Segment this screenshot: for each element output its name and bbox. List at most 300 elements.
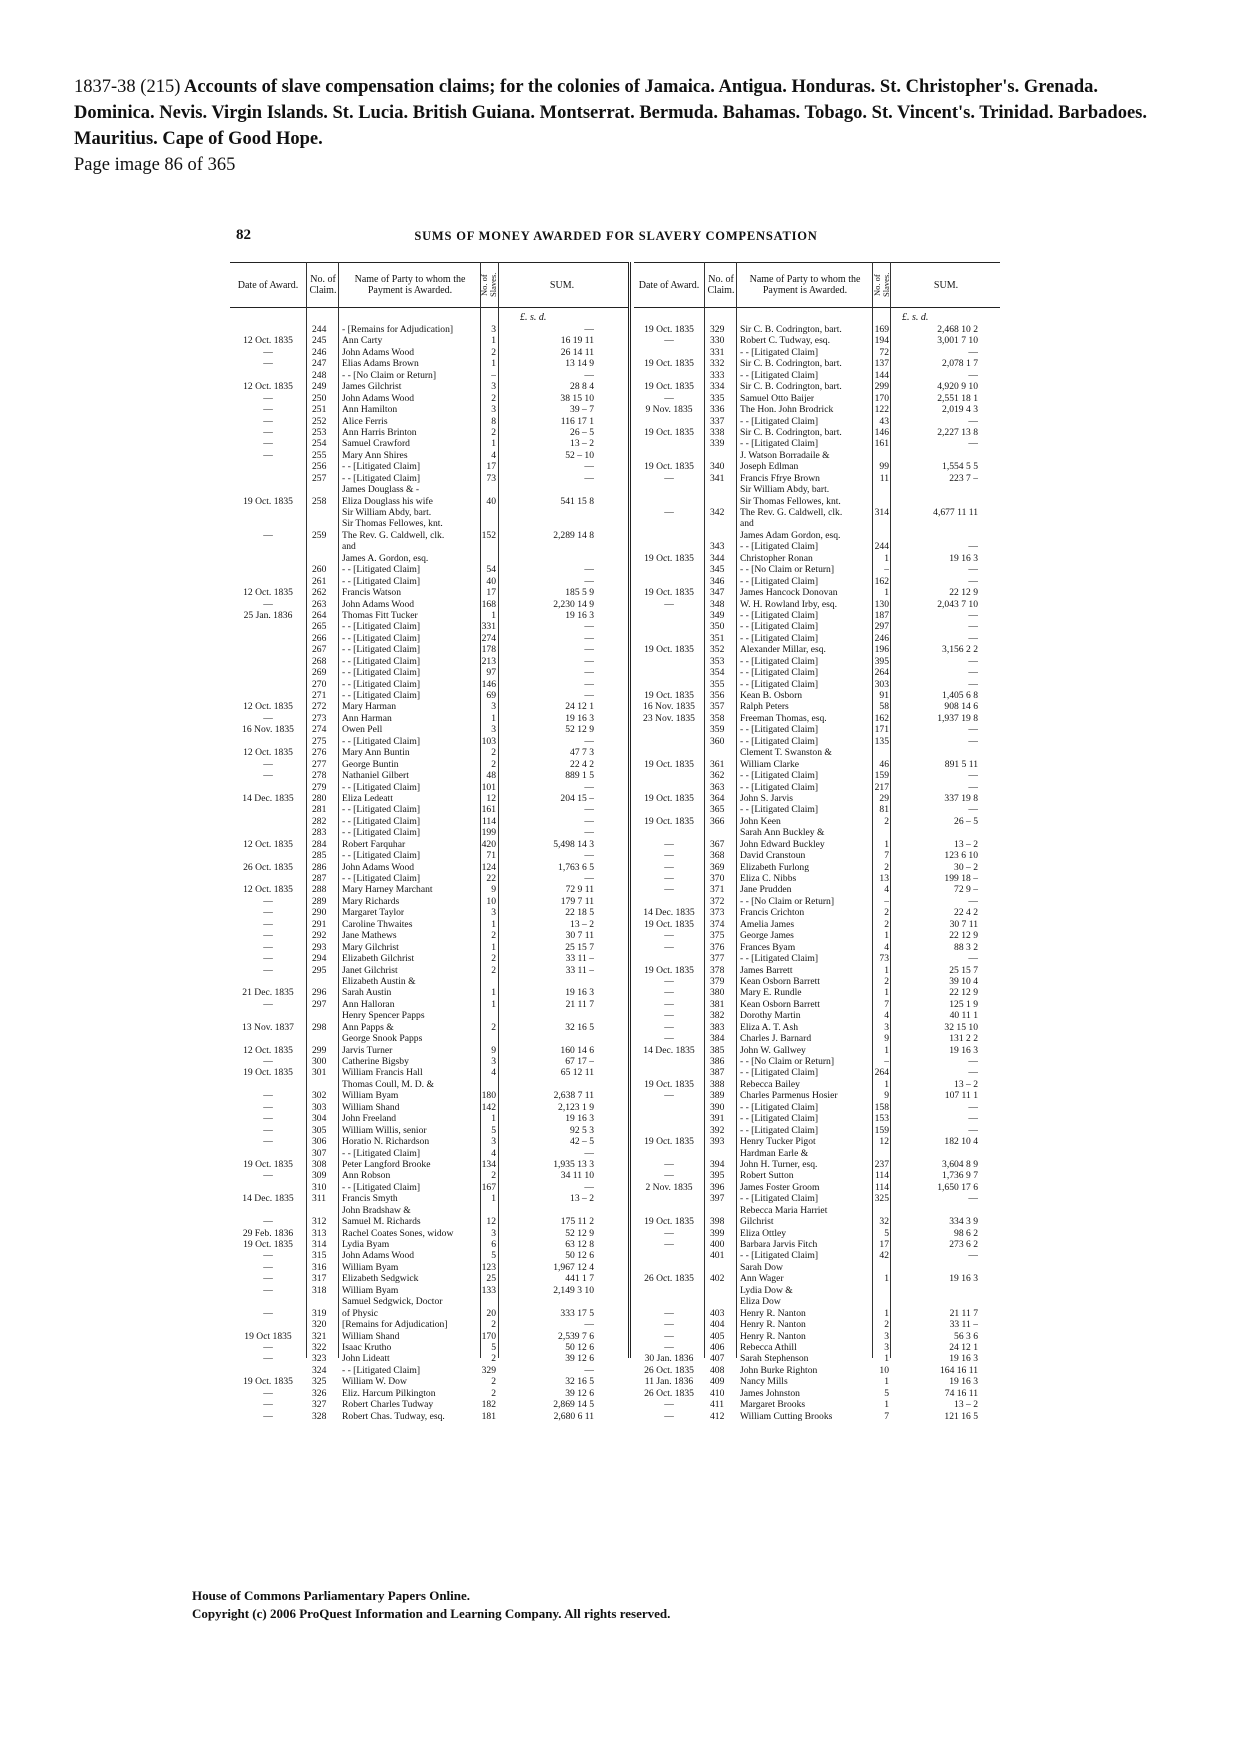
- ledger-row: [230, 633, 628, 644]
- party-name: Jane Mathews: [342, 930, 397, 942]
- claim-number: 292: [312, 930, 327, 942]
- award-date: 30 Jan. 1836: [644, 1353, 694, 1365]
- claim-number: 381: [710, 998, 725, 1010]
- ledger-row: [230, 1308, 628, 1319]
- slave-count: 2: [884, 1319, 889, 1331]
- party-name: Kean Osborn Barrett: [740, 998, 820, 1010]
- ledger-row: [230, 1148, 628, 1159]
- party-name: J. Watson Borradaile &: [740, 449, 830, 461]
- award-date: —: [263, 918, 273, 930]
- ledger-row: [634, 438, 1000, 449]
- slave-count: 12: [879, 1136, 889, 1148]
- claim-number: 280: [312, 792, 327, 804]
- claim-number: 403: [710, 1307, 725, 1319]
- claim-number: 353: [710, 655, 725, 667]
- ledger-row: [634, 1239, 1000, 1250]
- slave-count: 4: [491, 1067, 496, 1079]
- slave-count: 73: [879, 953, 889, 965]
- award-sum: —: [584, 1181, 594, 1193]
- party-name: - - [No Claim or Return]: [740, 564, 835, 576]
- slave-count: 40: [486, 575, 496, 587]
- party-name: Sir Thomas Fellowes, knt.: [342, 518, 443, 530]
- ledger-row: [230, 1319, 628, 1330]
- claim-number: 370: [710, 873, 725, 884]
- claim-number: 277: [312, 758, 327, 770]
- party-name: - - [Litigated Claim]: [740, 369, 819, 381]
- award-sum: 2,638 7 11: [553, 1090, 594, 1102]
- ledger-row: [230, 1056, 628, 1067]
- ledger-row: [230, 518, 628, 529]
- claim-number: 378: [710, 964, 725, 976]
- ledger-row: [634, 724, 1000, 735]
- award-sum: —: [584, 815, 594, 827]
- sum-header: SUM.: [933, 279, 959, 291]
- award-sum: 19 16 3: [565, 712, 594, 724]
- ledger-row: [230, 862, 628, 873]
- claim-number: 320: [312, 1319, 327, 1331]
- party-name: - - [Litigated Claim]: [740, 1193, 819, 1205]
- award-sum: —: [968, 564, 978, 576]
- party-name: Ann Wager: [740, 1273, 784, 1285]
- slave-count: 264: [874, 667, 889, 679]
- claim-number: 302: [312, 1090, 327, 1102]
- award-sum: —: [968, 415, 978, 427]
- ledger-row: [634, 1113, 1000, 1124]
- claim-number: 271: [312, 690, 327, 701]
- slave-count: 2: [491, 1021, 496, 1033]
- award-date: 25 Jan. 1836: [243, 609, 293, 621]
- claim-number: 300: [312, 1056, 327, 1067]
- ledger-row: [230, 747, 628, 758]
- ledger-row: [230, 381, 628, 392]
- award-sum: 28 8 4: [570, 381, 594, 393]
- ledger-row: [230, 473, 628, 484]
- slave-count: 103: [481, 735, 496, 747]
- party-name: - - [Litigated Claim]: [342, 461, 421, 473]
- ledger-row: [230, 1067, 628, 1078]
- award-date: 21 Dec. 1835: [242, 987, 294, 999]
- ledger-row: [634, 1411, 1000, 1422]
- award-sum: 32 16 5: [565, 1021, 594, 1033]
- award-date: —: [664, 1033, 674, 1045]
- ledger-row: [634, 1376, 1000, 1387]
- award-sum: 3,604 8 9: [942, 1158, 978, 1170]
- ledger-row: [634, 393, 1000, 404]
- slaves-header: No. of Slaves.: [479, 272, 498, 298]
- award-sum: 13 – 2: [954, 1078, 978, 1090]
- ledger-row: [230, 804, 628, 815]
- slave-count: 1: [884, 964, 889, 976]
- party-name: - - [Litigated Claim]: [342, 621, 421, 633]
- party-name: Francis Smyth: [342, 1193, 398, 1205]
- award-date: 14 Dec. 1835: [643, 907, 695, 919]
- slave-count: 72: [879, 346, 889, 358]
- award-sum: 5,498 14 3: [553, 838, 594, 850]
- award-sum: 34 11 10: [560, 1170, 594, 1182]
- claim-number: 304: [312, 1113, 327, 1125]
- claim-number: 398: [710, 1216, 725, 1228]
- award-sum: —: [584, 827, 594, 839]
- claim-number: 397: [710, 1193, 725, 1205]
- ledger-row: [230, 736, 628, 747]
- ledger-row: [230, 770, 628, 781]
- award-date: —: [664, 1239, 674, 1250]
- party-name: Sarah Dow: [740, 1261, 783, 1273]
- ledger-row: [634, 1365, 1000, 1376]
- ledger-row: [230, 679, 628, 690]
- slave-count: 1: [884, 1376, 889, 1388]
- claim-number: 361: [710, 758, 725, 770]
- slave-count: –: [884, 564, 889, 576]
- party-name: - - [Litigated Claim]: [342, 735, 421, 747]
- ledger-row: [634, 484, 1000, 495]
- ledger-row: [634, 644, 1000, 655]
- award-date: 12 Oct. 1835: [243, 747, 293, 759]
- party-name: - - [Litigated Claim]: [740, 1113, 819, 1125]
- date-header: Date of Award.: [237, 279, 299, 291]
- award-sum: 39 12 6: [565, 1353, 594, 1365]
- party-name: Horatio N. Richardson: [342, 1136, 430, 1148]
- claim-number: 374: [710, 918, 725, 930]
- ledger-row: [230, 667, 628, 678]
- ledger-row: [230, 461, 628, 472]
- slave-count: 99: [879, 461, 889, 473]
- ledger-row: [634, 496, 1000, 507]
- ledger-row: [230, 1022, 628, 1033]
- party-name: - - [Litigated Claim]: [342, 644, 421, 656]
- ledger-row: [634, 873, 1000, 884]
- claim-number: 390: [710, 1101, 725, 1113]
- slave-count: 1: [884, 1273, 889, 1285]
- slave-count: 161: [481, 804, 496, 816]
- award-date: 12 Oct. 1835: [243, 884, 293, 896]
- party-name: Mary Harman: [342, 701, 397, 713]
- party-name: - - [Litigated Claim]: [342, 1147, 421, 1159]
- claim-number: 348: [710, 598, 725, 610]
- claim-number: 400: [710, 1239, 725, 1250]
- award-date: —: [664, 1319, 674, 1331]
- party-name: Mary Ann Buntin: [342, 747, 410, 759]
- claim-number: 284: [312, 838, 327, 850]
- ledger-row: [634, 1319, 1000, 1330]
- claim-number: 389: [710, 1090, 725, 1102]
- slave-count: 5: [884, 1227, 889, 1239]
- claim-number: 253: [312, 426, 327, 438]
- award-sum: 889 1 5: [565, 770, 594, 782]
- claim-number: 262: [312, 587, 327, 599]
- award-sum: 179 7 11: [560, 895, 594, 907]
- slave-count: 1: [884, 1353, 889, 1365]
- party-name: and: [740, 518, 754, 530]
- slave-count: 58: [879, 701, 889, 713]
- party-name: - - [Litigated Claim]: [342, 827, 421, 839]
- slave-count: 3: [884, 1330, 889, 1342]
- award-date: —: [664, 1090, 674, 1102]
- award-date: —: [664, 392, 674, 404]
- ledger-row: [634, 1250, 1000, 1261]
- party-name: Joseph Edlman: [740, 461, 799, 473]
- award-sum: 333 17 5: [560, 1307, 594, 1319]
- award-date: —: [263, 964, 273, 976]
- ledger-row: [634, 1216, 1000, 1227]
- award-sum: —: [584, 1319, 594, 1331]
- award-sum: 39 – 7: [570, 404, 594, 416]
- party-name: Samuel Otto Baijer: [740, 392, 815, 404]
- ledger-row: [634, 987, 1000, 998]
- award-date: —: [664, 1227, 674, 1239]
- party-name: Eliza C. Nibbs: [740, 873, 797, 884]
- claim-number: 254: [312, 438, 327, 450]
- party-name: Robert Chas. Tudway, esq.: [342, 1410, 445, 1422]
- party-name: Ann Papps &: [342, 1021, 394, 1033]
- party-name: Margaret Taylor: [342, 907, 405, 919]
- award-sum: 52 12 9: [565, 724, 594, 736]
- award-sum: 107 11 1: [944, 1090, 978, 1102]
- party-name: James Barrett: [740, 964, 793, 976]
- party-name: John W. Gallwey: [740, 1044, 806, 1056]
- award-sum: 160 14 6: [560, 1044, 594, 1056]
- claim-number: 298: [312, 1021, 327, 1033]
- slave-count: 331: [481, 621, 496, 633]
- ledger-row: [230, 1193, 628, 1204]
- ledger-row: [634, 324, 1000, 335]
- award-date: —: [263, 953, 273, 965]
- ledger-row: [230, 850, 628, 861]
- footer-copyright: Copyright (c) 2006 ProQuest Information and Learning Company. All rights reserved.: [192, 1606, 671, 1621]
- claim-number: 354: [710, 667, 725, 679]
- award-date: —: [263, 598, 273, 610]
- ledger-row: [230, 599, 628, 610]
- party-name: - - [Litigated Claim]: [740, 804, 819, 816]
- ledger-row: [634, 1079, 1000, 1090]
- page-footer: [192, 1587, 670, 1623]
- ledger-row: [634, 1228, 1000, 1239]
- slave-count: 6: [491, 1239, 496, 1250]
- claim-number: 337: [710, 415, 725, 427]
- claim-number: 257: [312, 472, 327, 484]
- slave-count: 3: [491, 724, 496, 736]
- award-sum: —: [968, 667, 978, 679]
- claim-number: 331: [710, 346, 725, 358]
- claim-number: 306: [312, 1136, 327, 1148]
- ledger-row: [230, 999, 628, 1010]
- party-name: William Shand: [342, 1330, 400, 1342]
- claim-number: 345: [710, 564, 725, 576]
- claim-number: 359: [710, 724, 725, 736]
- award-sum: —: [968, 1056, 978, 1067]
- party-header: Name of Party to whom the Payment is Awarded.: [749, 274, 861, 296]
- award-sum: 56 3 6: [954, 1330, 978, 1342]
- award-sum: 1,650 17 6: [937, 1181, 978, 1193]
- ledger-row: [230, 942, 628, 953]
- slave-count: 162: [874, 712, 889, 724]
- ledger-row: [230, 427, 628, 438]
- award-date: —: [664, 987, 674, 999]
- party-name: Robert Sutton: [740, 1170, 794, 1182]
- slave-count: 10: [879, 1364, 889, 1376]
- slave-count: 7: [884, 1410, 889, 1422]
- ledger-row: [634, 1125, 1000, 1136]
- slave-count: 1: [491, 438, 496, 450]
- award-sum: 19 16 3: [949, 1044, 978, 1056]
- award-sum: 72 9 –: [954, 884, 978, 896]
- award-sum: 21 11 7: [949, 1307, 978, 1319]
- ledger-row: [230, 438, 628, 449]
- party-name: Caroline Thwaites: [342, 918, 413, 930]
- ledger-row: [634, 793, 1000, 804]
- award-sum: 22 4 2: [570, 758, 594, 770]
- ledger-row: [230, 1205, 628, 1216]
- ledger-row: [230, 576, 628, 587]
- slave-count: 13: [879, 873, 889, 884]
- award-sum: 273 6 2: [949, 1239, 978, 1250]
- award-date: 2 Nov. 1835: [645, 1181, 693, 1193]
- ledger-row: [230, 484, 628, 495]
- award-sum: —: [968, 609, 978, 621]
- slave-count: 4: [884, 941, 889, 953]
- ledger-row: [634, 976, 1000, 987]
- party-name: - - [Litigated Claim]: [740, 678, 819, 690]
- claim-number: 318: [312, 1284, 327, 1296]
- slave-count: 1: [491, 1193, 496, 1205]
- ledger-row: [230, 1113, 628, 1124]
- award-sum: 30 7 11: [949, 918, 978, 930]
- slave-count: 420: [481, 838, 496, 850]
- slave-count: 3: [491, 701, 496, 713]
- party-name: William Byam: [342, 1261, 399, 1273]
- ledger-row: [230, 896, 628, 907]
- slave-count: 167: [481, 1181, 496, 1193]
- slave-count: 1: [491, 609, 496, 621]
- party-name: - - [Litigated Claim]: [740, 621, 819, 633]
- ledger-row: [634, 507, 1000, 518]
- ledger-row: [634, 747, 1000, 758]
- ledger-row: [230, 987, 628, 998]
- claim-number: 325: [312, 1376, 327, 1388]
- party-name: Henry R. Nanton: [740, 1319, 806, 1331]
- ledger-row: [230, 1353, 628, 1364]
- award-date: —: [263, 529, 273, 541]
- party-name: Alice Ferris: [342, 415, 388, 427]
- slave-count: 246: [874, 632, 889, 644]
- claim-number: 312: [312, 1216, 327, 1228]
- claim-number: 314: [312, 1239, 327, 1250]
- slave-count: 1: [884, 552, 889, 564]
- ledger-row: [230, 530, 628, 541]
- award-sum: —: [584, 873, 594, 884]
- claim-number: 248: [312, 369, 327, 381]
- claim-number: 267: [312, 644, 327, 656]
- award-date: —: [263, 907, 273, 919]
- slave-count: 5: [491, 1341, 496, 1353]
- claim-number: 406: [710, 1341, 725, 1353]
- claim-number: 373: [710, 907, 725, 919]
- claim-number: 297: [312, 998, 327, 1010]
- slave-count: 194: [874, 335, 889, 347]
- party-name: Samuel M. Richards: [342, 1216, 421, 1228]
- award-date: —: [664, 1399, 674, 1411]
- party-name: Freeman Thomas, esq.: [740, 712, 827, 724]
- award-sum: —: [968, 346, 978, 358]
- award-date: —: [263, 1353, 273, 1365]
- party-name: Alexander Millar, esq.: [740, 644, 826, 656]
- party-name: Jarvis Turner: [342, 1044, 393, 1056]
- ledger-row: [230, 324, 628, 335]
- party-name: - - [Litigated Claim]: [740, 770, 819, 782]
- award-sum: —: [968, 655, 978, 667]
- slave-count: 2: [491, 930, 496, 942]
- award-sum: —: [968, 1113, 978, 1125]
- slave-count: 314: [874, 507, 889, 518]
- party-name: Hardman Earle &: [740, 1147, 809, 1159]
- slave-count: 22: [486, 873, 496, 884]
- award-date: 12 Oct. 1835: [243, 335, 293, 347]
- ledger-row: [230, 416, 628, 427]
- currency-units: £. s. d.: [520, 312, 547, 323]
- party-name: Mary Richards: [342, 895, 400, 907]
- ledger-row: [634, 1010, 1000, 1021]
- award-date: 12 Oct. 1835: [243, 587, 293, 599]
- slave-count: 3: [491, 404, 496, 416]
- party-name: - - [Litigated Claim]: [740, 655, 819, 667]
- award-sum: 185 5 9: [565, 587, 594, 599]
- party-name: - - [Litigated Claim]: [740, 781, 819, 793]
- party-name: William Byam: [342, 1090, 399, 1102]
- slave-count: 181: [481, 1410, 496, 1422]
- claim-number: 388: [710, 1078, 725, 1090]
- slave-count: 2: [491, 426, 496, 438]
- slave-count: 8: [491, 415, 496, 427]
- ledger-rows-left: [230, 324, 628, 1422]
- running-title: SUMS OF MONEY AWARDED FOR SLAVERY COMPENSATION: [414, 229, 818, 243]
- ledger-row: [634, 656, 1000, 667]
- slave-count: 123: [481, 1261, 496, 1273]
- party-name: Thomas Fitt Tucker: [342, 609, 418, 621]
- document-header: [74, 74, 1174, 178]
- award-sum: 1,937 19 8: [937, 712, 978, 724]
- claim-number: 371: [710, 884, 725, 896]
- claim-number: 296: [312, 987, 327, 999]
- award-sum: —: [584, 1147, 594, 1159]
- award-sum: —: [968, 895, 978, 907]
- claim-number: 265: [312, 621, 327, 633]
- claim-number: 316: [312, 1261, 327, 1273]
- award-sum: —: [584, 678, 594, 690]
- award-date: 14 Dec. 1835: [643, 1044, 695, 1056]
- award-date: —: [664, 335, 674, 347]
- slave-count: 48: [486, 770, 496, 782]
- award-sum: —: [584, 575, 594, 587]
- party-name: - - [Litigated Claim]: [342, 873, 421, 884]
- ledger-row: [634, 1353, 1000, 1364]
- ledger-row: [634, 1296, 1000, 1307]
- sum-header: SUM.: [549, 279, 575, 291]
- claim-number: 376: [710, 941, 725, 953]
- party-name: - - [No Claim or Return]: [740, 1056, 835, 1067]
- party-name: James Gilchrist: [342, 381, 402, 393]
- award-sum: 22 12 9: [949, 587, 978, 599]
- award-sum: 223 7 –: [949, 472, 978, 484]
- ledger-row: [634, 1022, 1000, 1033]
- award-sum: 25 15 7: [565, 941, 594, 953]
- award-date: —: [664, 884, 674, 896]
- award-sum: 1,935 13 3: [553, 1158, 594, 1170]
- ledger-row: [230, 884, 628, 895]
- ledger-row: [230, 713, 628, 724]
- party-name: Catherine Bigsby: [342, 1056, 409, 1067]
- party-name: Ann Hamilton: [342, 404, 398, 416]
- party-name: Lydia Byam: [342, 1239, 390, 1250]
